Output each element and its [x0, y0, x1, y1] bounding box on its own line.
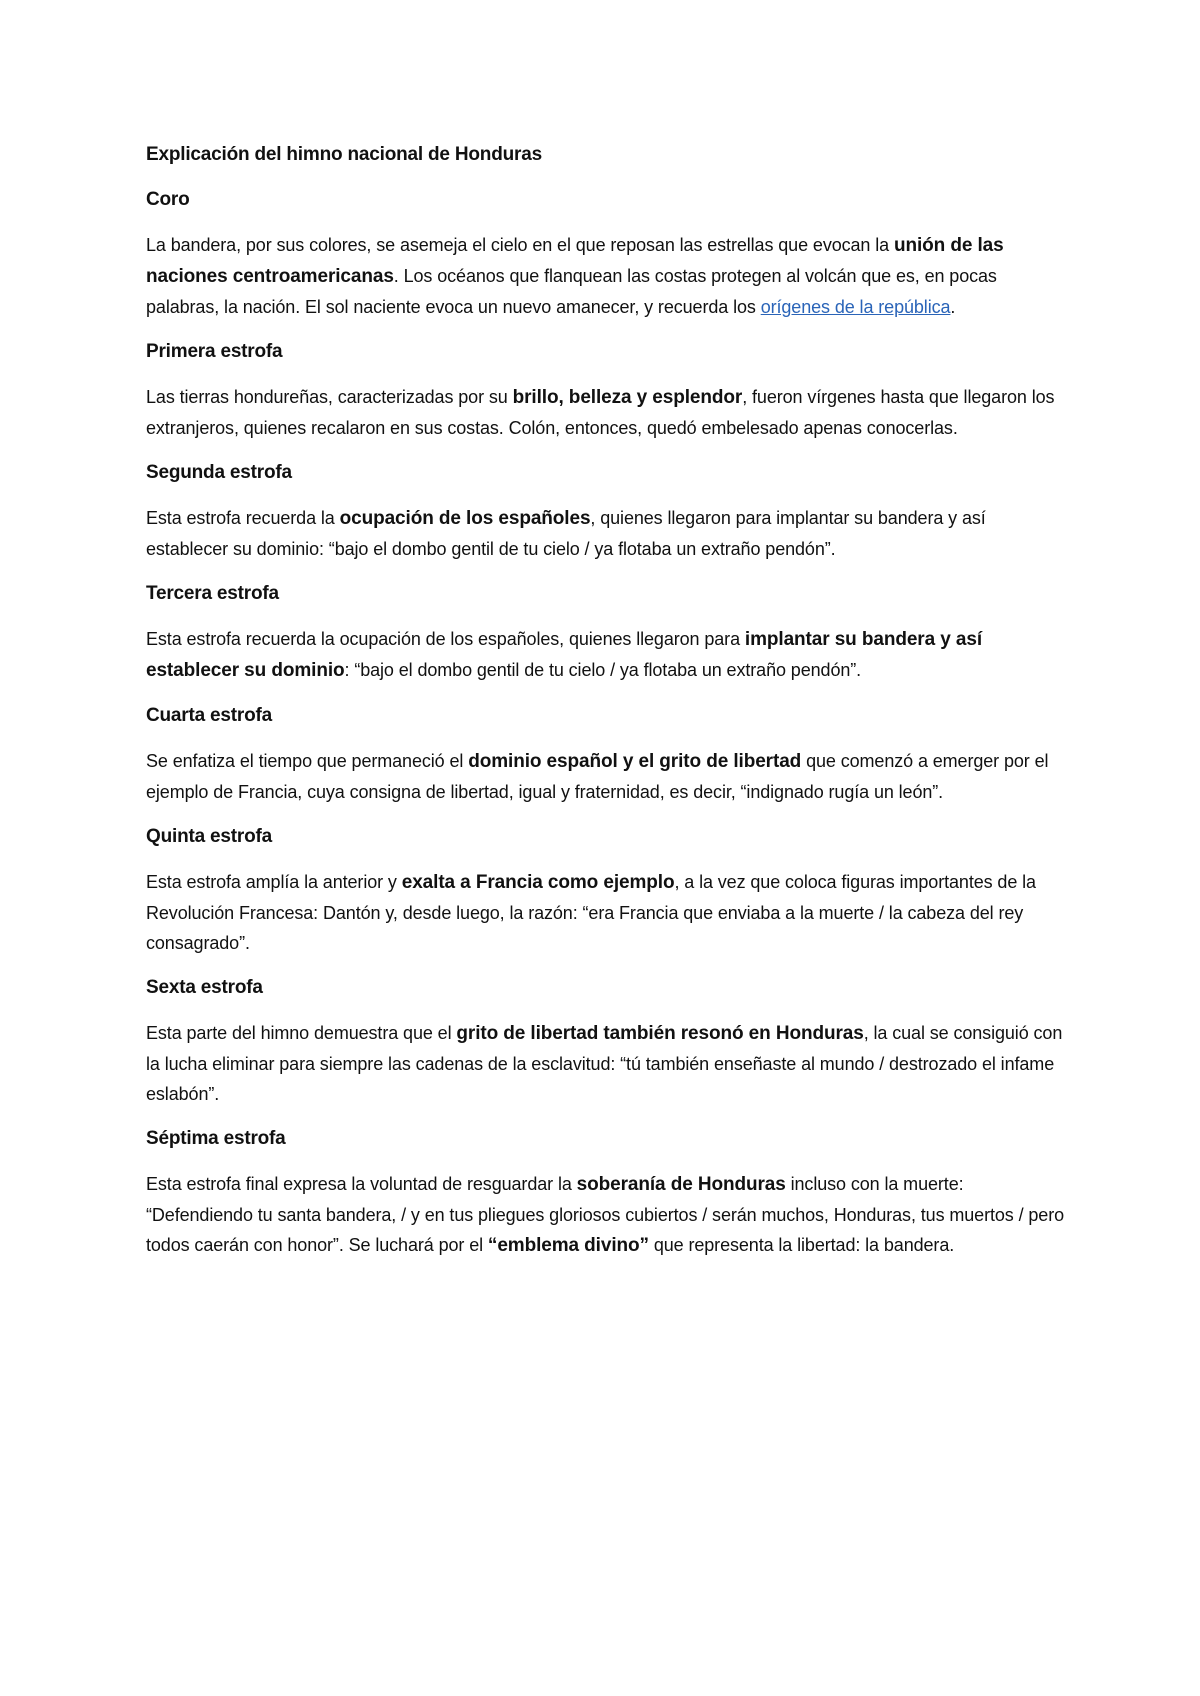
section-heading: Sexta estrofa: [146, 977, 263, 998]
section-heading: Primera estrofa: [146, 341, 283, 362]
text-run: , la cual se consiguió con la lucha eliminar para siempre las cadenas de la esclavitud: “tú también enseñaste al mundo / destrozado el infame eslabón”.: [146, 1023, 1063, 1104]
section-paragraph: [146, 382, 1066, 443]
bold-phrase: “emblema divino”: [487, 1235, 649, 1256]
bold-phrase: implantar su bandera y así establecer su dominio: [146, 629, 983, 681]
text-run: Esta estrofa recuerda la ocupación de los españoles, quienes llegaron para: [146, 629, 745, 649]
section-heading: Séptima estrofa: [146, 1128, 286, 1149]
bold-phrase: brillo, belleza y esplendor: [512, 387, 743, 408]
text-run: La bandera, por sus colores, se asemeja el cielo en el que reposan las estrellas que evocan la: [146, 235, 894, 255]
document-page: [146, 140, 1066, 1276]
section-heading: Tercera estrofa: [146, 583, 279, 604]
hyperlink[interactable]: orígenes de la república: [760, 297, 951, 317]
bold-phrase: unión de las naciones centroamericanas: [146, 235, 1004, 287]
section-paragraph: [146, 503, 1066, 564]
section-heading: Segunda estrofa: [146, 462, 292, 483]
bold-phrase: dominio español y el grito de libertad: [468, 751, 802, 772]
bold-phrase: exalta a Francia como ejemplo: [401, 872, 675, 893]
text-run: , quienes llegaron para implantar su bandera y así establecer su dominio: “bajo el dombo gentil de tu cielo / ya flotaba un extraño pendón”.: [146, 508, 986, 559]
text-run: que comenzó a emerger por el ejemplo de Francia, cuya consigna de libertad, igual y fraternidad, es decir, “indignado rugía un león”.: [146, 751, 1049, 802]
text-run: Las tierras hondureñas, caracterizadas por su: [146, 387, 513, 407]
text-run: que representa la libertad: la bandera.: [648, 1235, 955, 1255]
section-heading: Coro: [146, 189, 190, 210]
bold-phrase: ocupación de los españoles: [339, 508, 591, 529]
section-paragraph: [146, 230, 1066, 322]
section: [146, 701, 1066, 807]
text-run: , fueron vírgenes hasta que llegaron los extranjeros, quienes recalaron en sus costas. Colón, entonces, quedó embelesado apenas conocerlas.: [146, 387, 1055, 438]
text-run: incluso con la muerte: “Defendiendo tu santa bandera, / y en tus pliegues gloriosos cubiertos / serán muchos, Honduras, tus muertos / pero todos caerán con honor”. Se luchará por el: [146, 1174, 1065, 1255]
section-paragraph: [146, 624, 1066, 686]
bold-phrase: grito de libertad también resonó en Honduras: [456, 1023, 864, 1044]
text-run: . Los océanos que flanquean las costas protegen al volcán que es, en pocas palabras, la nación. El sol naciente evoca un nuevo amanecer, y recuerda los: [146, 266, 997, 317]
section-heading: Quinta estrofa: [146, 826, 272, 847]
bold-phrase: soberanía de Honduras: [576, 1174, 786, 1195]
document-body: [146, 185, 1066, 1261]
section: [146, 458, 1066, 564]
document-title: Explicación del himno nacional de Honduras: [146, 144, 542, 165]
section-heading: Cuarta estrofa: [146, 705, 273, 726]
text-run: Esta parte del himno demuestra que el: [146, 1023, 457, 1043]
section-paragraph: [146, 746, 1066, 807]
text-run: : “bajo el dombo gentil de tu cielo / ya flotaba un extraño pendón”.: [344, 660, 862, 680]
section: [146, 1124, 1066, 1261]
section-paragraph: [146, 1169, 1066, 1261]
text-run: , a la vez que coloca figuras importantes de la Revolución Francesa: Dantón y, desde luego, la razón: “era Francia que enviaba a la muerte / la cabeza del rey consagrado”.: [146, 872, 1036, 953]
text-run: Esta estrofa final expresa la voluntad de resguardar la: [146, 1174, 577, 1194]
section: [146, 579, 1066, 686]
section: [146, 822, 1066, 958]
section: [146, 973, 1066, 1109]
text-run: .: [950, 297, 956, 317]
text-run: Esta estrofa recuerda la: [146, 508, 340, 528]
section-paragraph: [146, 1018, 1066, 1109]
text-run: Se enfatiza el tiempo que permaneció el: [146, 751, 469, 771]
text-run: Esta estrofa amplía la anterior y: [146, 872, 402, 892]
section: [146, 337, 1066, 443]
section: [146, 185, 1066, 322]
section-paragraph: [146, 867, 1066, 958]
